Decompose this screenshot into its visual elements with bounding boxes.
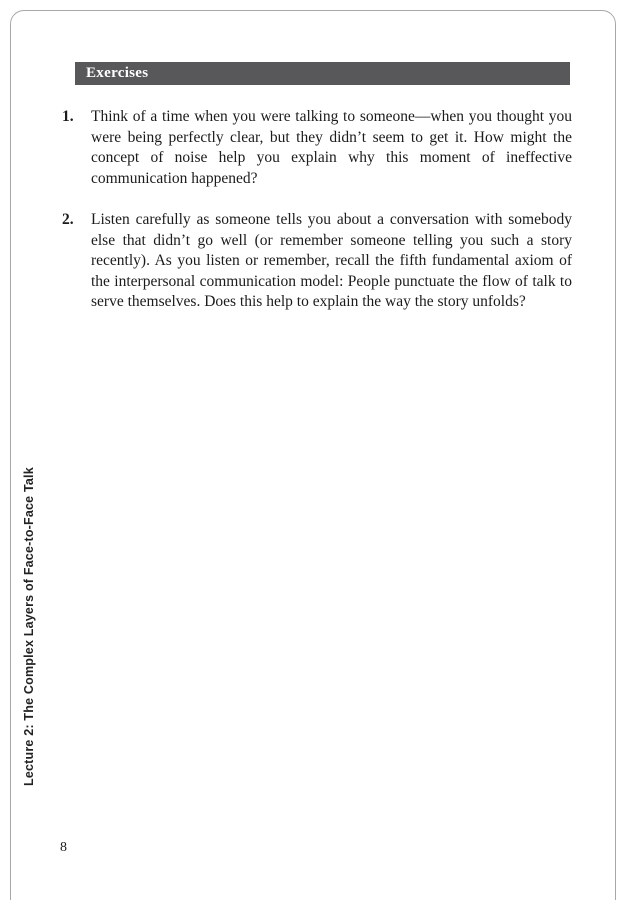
lecture-sidebar-label: Lecture 2: The Complex Layers of Face-to-Face Talk	[22, 467, 36, 786]
exercise-number: 2.	[62, 211, 74, 228]
exercise-text: Think of a time when you were talking to someone—when you thought you were being perfectly clear, but they didn’t seem to get it. How might the concept of noise help you explain why this moment of ineffective communication happened?	[91, 108, 572, 187]
exercises-header-title: Exercises	[86, 65, 149, 81]
exercise-number: 1.	[62, 108, 74, 125]
exercises-header-bar	[75, 62, 570, 85]
exercise-item-1	[62, 107, 572, 189]
page-content	[62, 62, 572, 334]
page-number: 8	[60, 840, 67, 855]
exercise-list	[62, 107, 572, 313]
exercise-item-2	[62, 210, 572, 313]
exercise-text: Listen carefully as someone tells you about a conversation with somebody else that didn’t go well (or remember someone telling you such a story recently). As you listen or remember, recall the fifth fundamental axiom of the interpersonal communication model: People punctuate the flow of talk to serve themselves. Does this help to explain the way the story unfolds?	[91, 211, 572, 310]
